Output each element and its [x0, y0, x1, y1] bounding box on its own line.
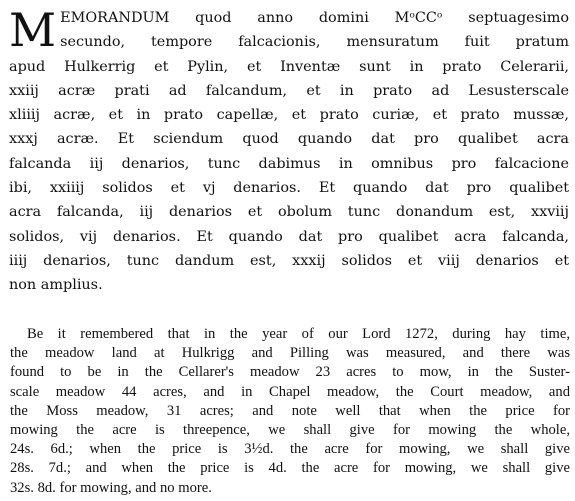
latin-line: secundo, tempore falcacionis, mensuratum fuit pratum	[60, 34, 569, 51]
latin-line: solidos, vij denarios. Et quando dat pro qualibet acra falcanda,	[9, 228, 569, 245]
english-translation-text	[10, 325, 570, 498]
latin-line: acra falcanda, iij denarios et obolum tunc donandum est, xxviij	[9, 204, 569, 221]
latin-line: xxxj acræ. Et sciendum quod quando dat pro qualibet acra	[9, 131, 569, 148]
english-line: the meadow land at Hulkrigg and Pilling was measured, and there was	[10, 345, 570, 362]
latin-memorandum-text	[9, 3, 569, 298]
english-line: the Moss meadow, 31 acres; and note well that when the price for	[10, 402, 570, 419]
english-line: scale meadow 44 acres, and in Chapel meadow, the Court meadow, and	[10, 383, 570, 400]
latin-line: falcanda iij denarios, tunc dabimus in omnibus pro falcacione	[9, 155, 569, 172]
english-line: found to be in the Cellarer's meadow 23 acres to mow, in the Suster-	[10, 364, 570, 381]
english-line: 24s. 6d.; when the price is 3½d. the acre for mowing, we shall give	[10, 441, 570, 458]
latin-line: ibi, xxiiij solidos et vj denarios. Et quando dat pro qualibet	[9, 180, 569, 197]
drop-cap: M	[9, 3, 57, 57]
english-line: Be it remembered that in the year of our Lord 1272, during hay time,	[27, 326, 570, 342]
english-line: mowing the acre is threepence, we shall give for mowing the whole,	[10, 422, 570, 439]
latin-line: non amplius.	[9, 277, 103, 294]
latin-line: EMORANDUM quod anno domini MᵒCCᵒ septuagesimo	[60, 10, 569, 26]
english-line: 28s. 7d.; and when the price is 4d. the acre for mowing, we shall give	[10, 460, 570, 477]
latin-line: iiij denarios, tunc dandum est, xxxij solidos et viij denarios et	[9, 252, 569, 269]
latin-line: xxiij acræ prati ad falcandum, et in prato ad Lesusterscale	[9, 82, 569, 99]
latin-line: xliiij acræ, et in prato capellæ, et prato curiæ, et prato mussæ,	[9, 107, 569, 124]
english-line: 32s. 8d. for mowing, and no more.	[10, 479, 212, 496]
latin-line: apud Hulkerrig et Pylin, et Inventæ sunt in prato Celerarii,	[9, 58, 569, 75]
